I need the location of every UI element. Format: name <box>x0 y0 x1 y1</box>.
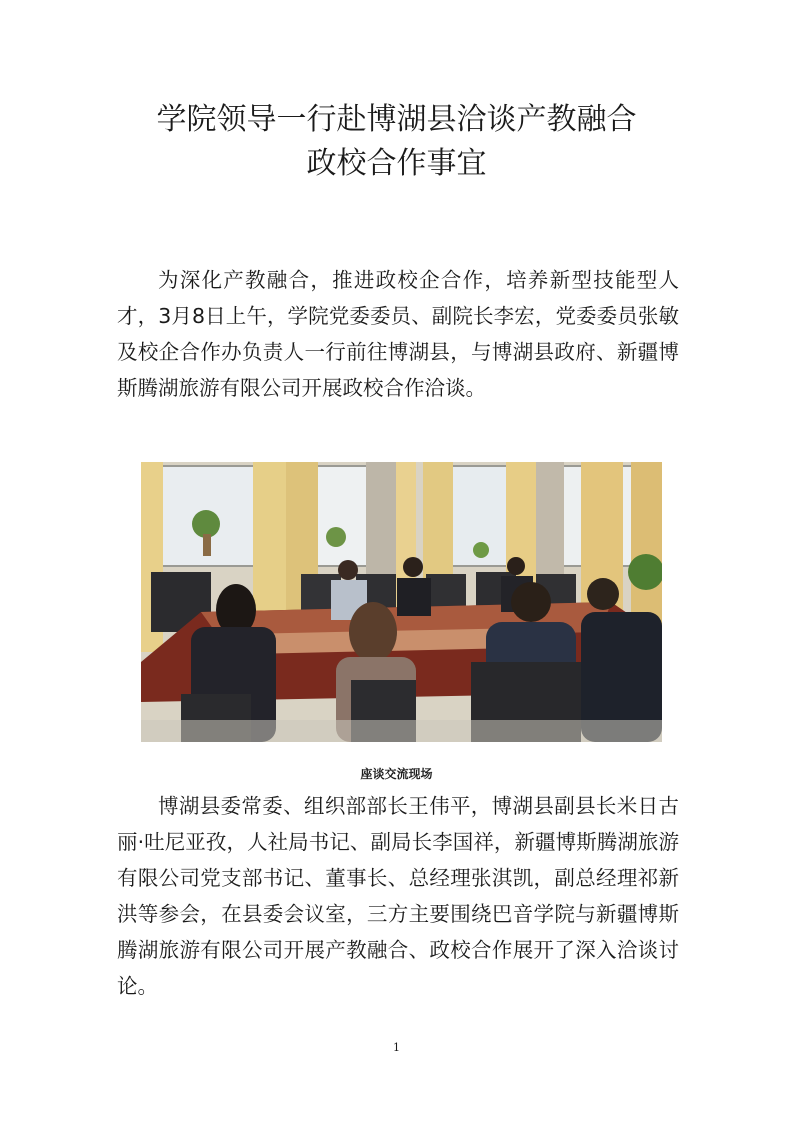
title-line-2: 政校合作事宜 <box>306 146 487 181</box>
title-line-1: 学院领导一行赴博湖县洽谈产教融合 <box>156 102 637 137</box>
page-number: 1 <box>393 1041 400 1054</box>
intro-paragraph: 为深化产教融合，推进政校企合作，培养新型技能型人才，3月8日上午，学院党委委员、副院长李宏，党委委员张敏及校企合作办负责人一行前往博湖县，与博湖县政府、新疆博斯腾湖旅游有限公司开展政校合作洽谈。 <box>117 268 679 400</box>
meeting-photo <box>141 462 662 742</box>
photo-caption: 座谈交流现场 <box>360 767 433 781</box>
body-paragraph: 博湖县委常委、组织部部长王伟平，博湖县副县长米日古丽·吐尼亚孜，人社局书记、副局长李国祥，新疆博斯腾湖旅游有限公司党支部书记、董事长、总经理张淇凯，副总经理祁新洪等参会，在县委会议室，三方主要围绕巴音学院与新疆博斯腾湖旅游有限公司开展产教融合、政校合作展开了深入洽谈讨论。 <box>117 794 679 998</box>
document-title <box>0 98 793 186</box>
